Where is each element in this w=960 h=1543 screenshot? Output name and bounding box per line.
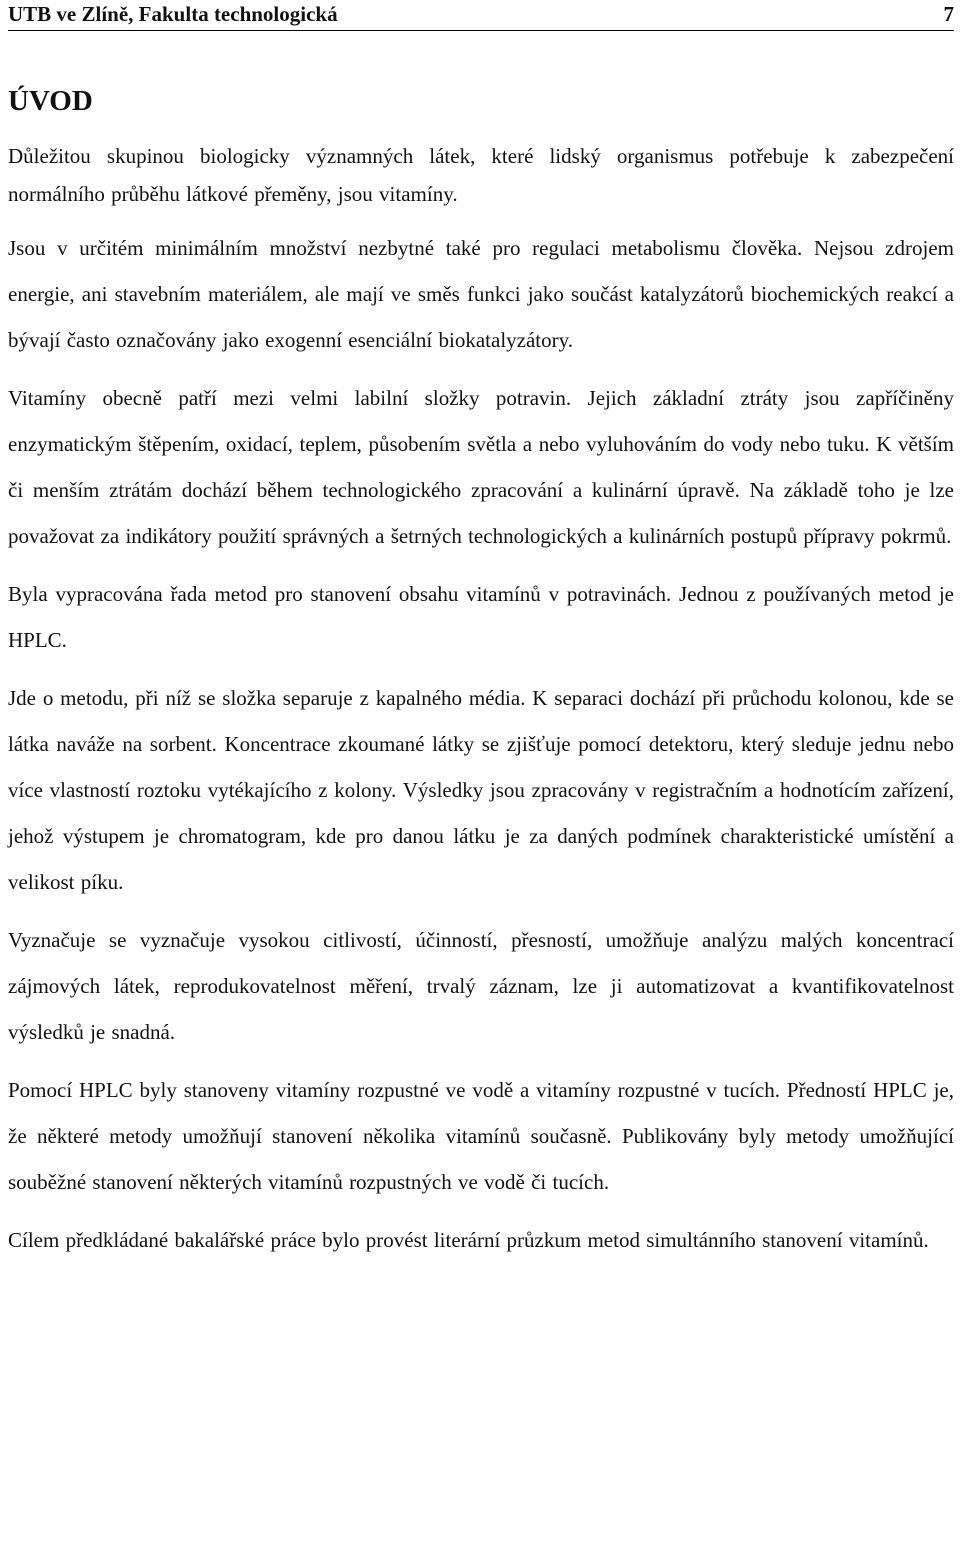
paragraph: Jde o metodu, při níž se složka separuje z kapalného média. K separaci dochází při průchodu kolonou, kde se látka naváže na sorbent. Koncentrace zkoumané látky se zjišťuje pomocí detektoru, který sleduje jednu nebo více vlastností roztoku vytékajícího z kolony. Výsledky jsou zpracovány v registračním a hodnotícím zařízení, jehož výstupem je chromatogram, kde pro danou látku je za daných podmínek charakteristické umístění a velikost píku. bbox=[8, 686, 954, 894]
running-header bbox=[8, 0, 954, 31]
document-page bbox=[8, 0, 954, 1263]
paragraph: Byla vypracována řada metod pro stanovení obsahu vitamínů v potravinách. Jednou z používaných metod je HPLC. bbox=[8, 582, 954, 652]
chapter-title: ÚVOD bbox=[8, 85, 93, 117]
page-number: 7 bbox=[943, 2, 954, 26]
paragraph: Jsou v určitém minimálním množství nezbytné také pro regulaci metabolismu člověka. Nejsou zdrojem energie, ani stavebním materiálem, ale mají ve směs funkci jako součást katalyzátorů biochemických reakcí a bývají často označovány jako exogenní esenciální biokatalyzátory. bbox=[8, 236, 954, 352]
paragraph: Důležitou skupinou biologicky významných látek, které lidský organismus potřebuje k zabezpečení normálního průběhu látkové přeměny, jsou vitamíny. bbox=[8, 144, 954, 206]
paragraph: Cílem předkládané bakalářské práce bylo provést literární průzkum metod simultánního stanovení vitamínů. bbox=[8, 1228, 929, 1252]
header-institution: UTB ve Zlíně, Fakulta technologická bbox=[8, 2, 338, 26]
paragraph: Pomocí HPLC byly stanoveny vitamíny rozpustné ve vodě a vitamíny rozpustné v tucích. Předností HPLC je, že některé metody umožňují stanovení několika vitamínů současně. Publikovány byly metody umožňující souběžné stanovení některých vitamínů rozpustných ve vodě či tucích. bbox=[8, 1078, 954, 1194]
paragraph: Vitamíny obecně patří mezi velmi labilní složky potravin. Jejich základní ztráty jsou zapříčiněny enzymatickým štěpením, oxidací, teplem, působením světla a nebo vyluhováním do vody nebo tuku. K větším či menším ztrátám dochází během technologického zpracování a kulinární úpravě. Na základě toho je lze považovat za indikátory použití správných a šetrných technologických a kulinárních postupů přípravy pokrmů. bbox=[8, 386, 954, 548]
paragraph: Vyznačuje se vyznačuje vysokou citlivostí, účinností, přesností, umožňuje analýzu malých koncentrací zájmových látek, reprodukovatelnost měření, trvalý záznam, lze ji automatizovat a kvantifikovatelnost výsledků je snadná. bbox=[8, 928, 954, 1044]
